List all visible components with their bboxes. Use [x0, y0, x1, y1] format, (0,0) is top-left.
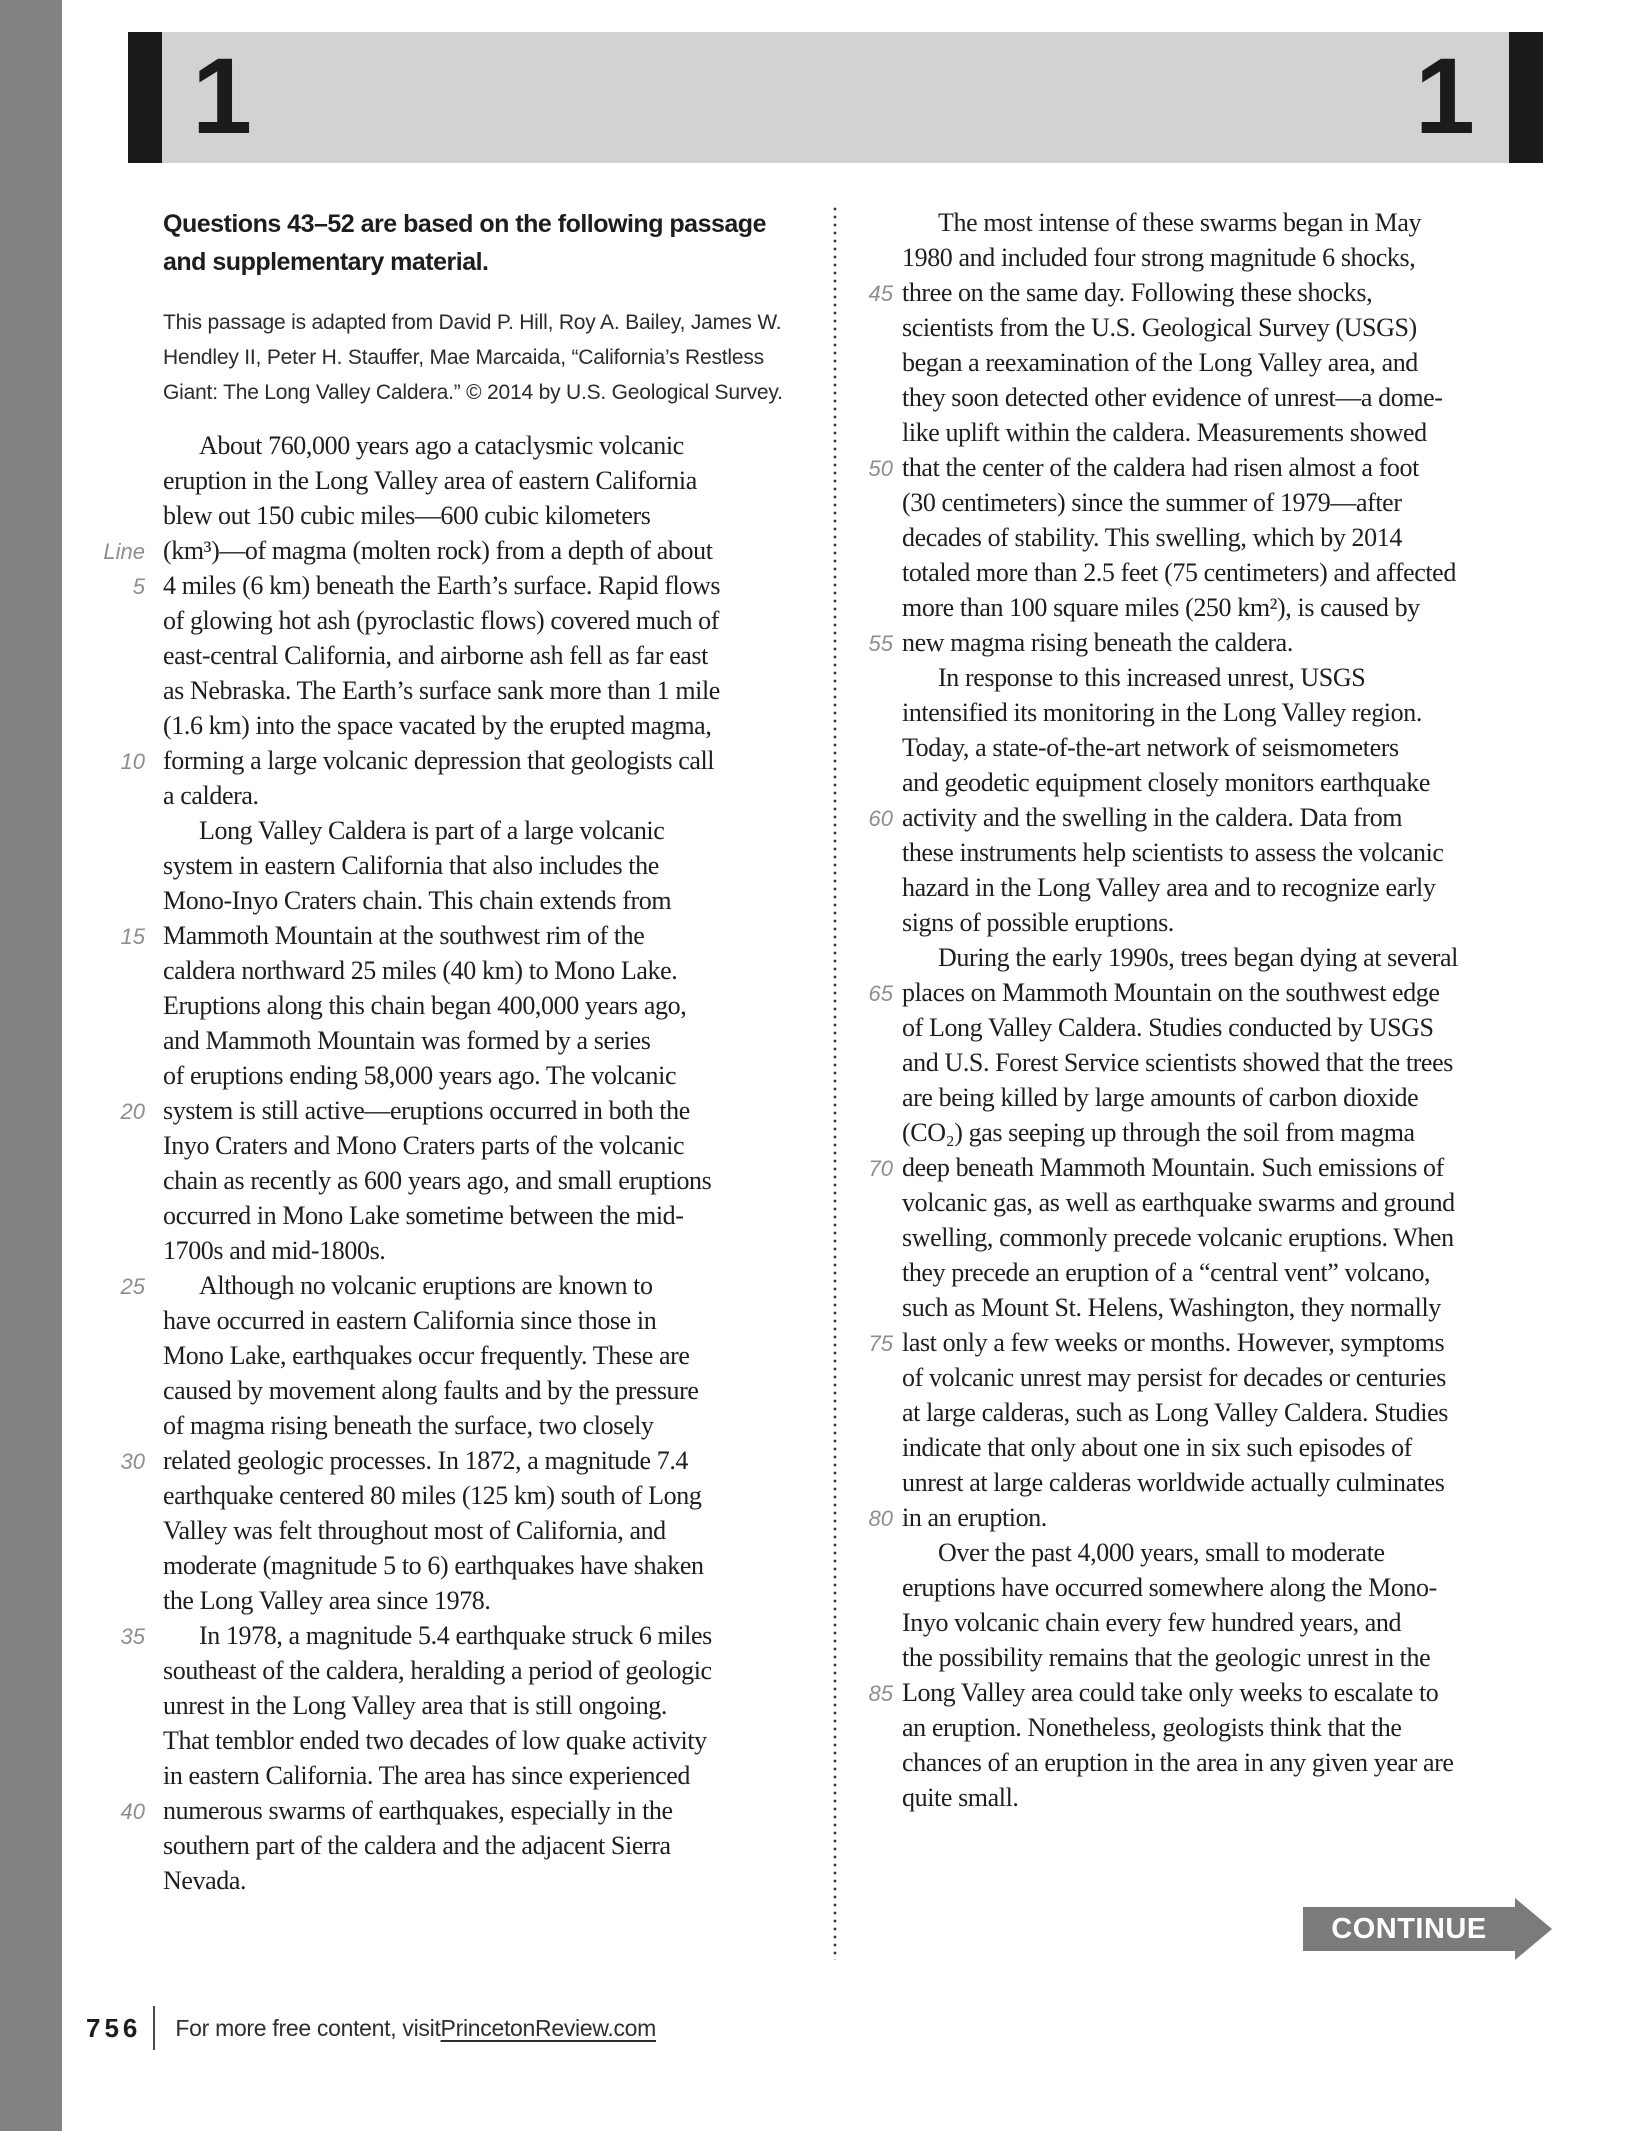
passage-line: [855, 1710, 1575, 1745]
passage-line: [855, 485, 1575, 520]
passage-line: [100, 638, 800, 673]
passage-line: [100, 708, 800, 743]
passage-line-text: occurred in Mono Lake sometime between the mid-: [163, 1201, 684, 1230]
passage-line: [855, 415, 1575, 450]
passage-line: [855, 625, 1575, 660]
continue-label: CONTINUE: [1303, 1907, 1515, 1951]
passage-line: [855, 1675, 1575, 1710]
passage-line-text: Eruptions along this chain began 400,000 years ago,: [163, 991, 687, 1020]
passage-line-text: totaled more than 2.5 feet (75 centimeters) and affected: [902, 558, 1456, 587]
line-number: 70: [868, 1156, 893, 1181]
passage-line: [100, 1723, 800, 1758]
passage-line-text: like uplift within the caldera. Measurements showed: [902, 418, 1427, 447]
passage-line-text: decades of stability. This swelling, which by 2014: [902, 523, 1402, 552]
passage-line-text: The most intense of these swarms began in May: [938, 208, 1422, 237]
passage-line-text: Mammoth Mountain at the southwest rim of the: [163, 921, 645, 950]
section-banner: [128, 32, 1543, 163]
passage-line-text: chances of an eruption in the area in any given year are: [902, 1748, 1454, 1777]
passage-line: [100, 1093, 800, 1128]
passage-line: [855, 1500, 1575, 1535]
passage-line: [100, 1583, 800, 1618]
passage-line-text: at large calderas, such as Long Valley Caldera. Studies: [902, 1398, 1448, 1427]
passage-line: [855, 1640, 1575, 1675]
passage-line-text: related geologic processes. In 1872, a magnitude 7.4: [163, 1446, 689, 1475]
line-number: 5: [132, 574, 145, 599]
line-number: 15: [120, 924, 145, 949]
passage-line-text: east-central California, and airborne ash fell as far east: [163, 641, 708, 670]
passage-line-text: southern part of the caldera and the adjacent Sierra: [163, 1831, 671, 1860]
passage-line-text: new magma rising beneath the caldera.: [902, 628, 1293, 657]
passage-line-text: in an eruption.: [902, 1503, 1047, 1532]
banner-bar-right: [1509, 32, 1543, 163]
passage-line: [855, 905, 1575, 940]
passage-line-text: the Long Valley area since 1978.: [163, 1586, 491, 1615]
passage-line-text: more than 100 square miles (250 km²), is caused by: [902, 593, 1420, 622]
page-footer: [86, 2004, 656, 2052]
passage-line-text: Long Valley area could take only weeks to escalate to: [902, 1678, 1439, 1707]
passage-line: [100, 533, 800, 568]
passage-line: [855, 1185, 1575, 1220]
passage-line: [100, 1233, 800, 1268]
passage-line-text: During the early 1990s, trees began dying at several: [938, 943, 1458, 972]
passage-line: [100, 1338, 800, 1373]
passage-line: [855, 975, 1575, 1010]
line-number: 35: [120, 1624, 145, 1649]
passage-line-text: In 1978, a magnitude 5.4 earthquake struck 6 miles: [199, 1621, 712, 1650]
line-number: 40: [120, 1799, 145, 1824]
passage-line-text: chain as recently as 600 years ago, and small eruptions: [163, 1166, 712, 1195]
passage-line-text: signs of possible eruptions.: [902, 908, 1174, 937]
passage-line: [100, 1828, 800, 1863]
passage-lines-right: [855, 205, 1575, 1815]
page-number: 756: [86, 2012, 142, 2043]
passage-line: [100, 1373, 800, 1408]
passage-line-text: Today, a state-of-the-art network of seismometers: [902, 733, 1399, 762]
passage-line-text: Inyo volcanic chain every few hundred years, and: [902, 1608, 1402, 1637]
passage-lines-left: [100, 428, 800, 1898]
passage-line: [855, 345, 1575, 380]
passage-line: [855, 1570, 1575, 1605]
passage-line: [100, 1163, 800, 1198]
passage-line-text: unrest at large calderas worldwide actually culminates: [902, 1468, 1445, 1497]
line-number: 65: [868, 981, 893, 1006]
passage-line: [855, 1045, 1575, 1080]
passage-line-text: numerous swarms of earthquakes, especially in the: [163, 1796, 673, 1825]
passage-line-text: 1980 and included four strong magnitude 6 shocks,: [902, 243, 1416, 272]
passage-line: [855, 1220, 1575, 1255]
passage-line-text: of glowing hot ash (pyroclastic flows) covered much of: [163, 606, 720, 635]
passage-line-text: they precede an eruption of a “central vent” volcano,: [902, 1258, 1431, 1287]
line-number: 20: [120, 1099, 145, 1124]
passage-line: [100, 673, 800, 708]
passage-line-text: Valley was felt throughout most of California, and: [163, 1516, 666, 1545]
passage-line-text: the possibility remains that the geologic unrest in the: [902, 1643, 1431, 1672]
passage-line: [855, 240, 1575, 275]
passage-column-left: [100, 205, 800, 1898]
passage-line: [855, 1080, 1575, 1115]
section-number-right: 1: [1414, 34, 1475, 156]
line-number: 60: [868, 806, 893, 831]
passage-line: [100, 988, 800, 1023]
line-number: 25: [120, 1274, 145, 1299]
passage-line: [100, 1128, 800, 1163]
passage-line-text: and geodetic equipment closely monitors earthquake: [902, 768, 1430, 797]
passage-line: [855, 1780, 1575, 1815]
passage-line: [100, 1058, 800, 1093]
passage-line: [100, 1303, 800, 1338]
passage-line: [100, 463, 800, 498]
passage-line: [855, 1395, 1575, 1430]
line-number: 75: [868, 1331, 893, 1356]
passage-line: [100, 1863, 800, 1898]
passage-line-text: (1.6 km) into the space vacated by the erupted magma,: [163, 711, 712, 740]
passage-line-text: system is still active—eruptions occurred in both the: [163, 1096, 690, 1125]
passage-line: [100, 1023, 800, 1058]
passage-directions: Questions 43–52 are based on the following passage and supplementary material.: [163, 210, 766, 276]
passage-line-text: as Nebraska. The Earth’s surface sank more than 1 mile: [163, 676, 720, 705]
passage-line-text: scientists from the U.S. Geological Survey (USGS): [902, 313, 1417, 342]
passage-column-right: [855, 205, 1575, 1815]
passage-line-text: earthquake centered 80 miles (125 km) south of Long: [163, 1481, 702, 1510]
passage-line-text: (km³)—of magma (molten rock) from a depth of about: [163, 536, 713, 565]
passage-line-text: are being killed by large amounts of carbon dioxide: [902, 1083, 1419, 1112]
passage-line-text: of volcanic unrest may persist for decades or centuries: [902, 1363, 1447, 1392]
line-number: 45: [868, 281, 893, 306]
passage-line-text: system in eastern California that also includes the: [163, 851, 659, 880]
footer-link[interactable]: PrincetonReview.com: [440, 2014, 656, 2041]
passage-line-text: such as Mount St. Helens, Washington, they normally: [902, 1293, 1441, 1322]
passage-line: [100, 568, 800, 603]
passage-line-text: of eruptions ending 58,000 years ago. The volcanic: [163, 1061, 677, 1090]
passage-line-text: an eruption. Nonetheless, geologists think that the: [902, 1713, 1402, 1742]
passage-line: [855, 1535, 1575, 1570]
passage-line: [855, 1360, 1575, 1395]
passage-line-text: Although no volcanic eruptions are known to: [199, 1271, 653, 1300]
passage-line-text: deep beneath Mammoth Mountain. Such emissions of: [902, 1153, 1444, 1182]
passage-line-text: About 760,000 years ago a cataclysmic volcanic: [199, 431, 684, 460]
banner-bar-left: [128, 32, 162, 163]
passage-line-text: three on the same day. Following these shocks,: [902, 278, 1373, 307]
passage-line: [855, 1745, 1575, 1780]
column-divider: [833, 205, 837, 1960]
passage-line-text: of Long Valley Caldera. Studies conducted by USGS: [902, 1013, 1434, 1042]
passage-line-text: last only a few weeks or months. However, symptoms: [902, 1328, 1445, 1357]
passage-line: [100, 498, 800, 533]
passage-line: [855, 1115, 1575, 1150]
passage-line: [100, 1443, 800, 1478]
passage-line-text: and U.S. Forest Service scientists showed that the trees: [902, 1048, 1453, 1077]
passage-line: [855, 870, 1575, 905]
passage-line-text: 4 miles (6 km) beneath the Earth’s surface. Rapid flows: [163, 571, 721, 600]
passage-line-text: activity and the swelling in the caldera. Data from: [902, 803, 1403, 832]
passage-line: [855, 765, 1575, 800]
passage-line-text: (CO₂) gas seeping up through the soil from magma: [902, 1118, 1415, 1147]
passage-line-text: intensified its monitoring in the Long Valley region.: [902, 698, 1422, 727]
passage-line: [855, 695, 1575, 730]
passage-line: [100, 813, 800, 848]
passage-line: [855, 660, 1575, 695]
section-number-left: 1: [192, 34, 253, 156]
passage-line: [100, 1408, 800, 1443]
passage-line-text: blew out 150 cubic miles—600 cubic kilometers: [163, 501, 651, 530]
passage-line: [100, 848, 800, 883]
passage-line: [855, 520, 1575, 555]
passage-line-text: began a reexamination of the Long Valley area, and: [902, 348, 1418, 377]
source-attribution: This passage is adapted from David P. Hill, Roy A. Bailey, James W. Hendley II, Peter H. Stauffer, Mae Marcaida, “California’s Restless Giant: The Long Valley Caldera.” © 2014 by U.S. Geological Survey.: [163, 311, 783, 404]
passage-line-text: moderate (magnitude 5 to 6) earthquakes have shaken: [163, 1551, 704, 1580]
passage-line: [855, 1255, 1575, 1290]
passage-line: [100, 1198, 800, 1233]
passage-line: [100, 883, 800, 918]
passage-line: [855, 940, 1575, 975]
passage-line: [855, 730, 1575, 765]
passage-line-text: of magma rising beneath the surface, two closely: [163, 1411, 654, 1440]
passage-line-text: swelling, commonly precede volcanic eruptions. When: [902, 1223, 1454, 1252]
passage-line: [855, 275, 1575, 310]
passage-line: [100, 1548, 800, 1583]
passage-line-text: these instruments help scientists to assess the volcanic: [902, 838, 1444, 867]
passage-line-text: in eastern California. The area has since experienced: [163, 1761, 690, 1790]
passage-line-text: and Mammoth Mountain was formed by a series: [163, 1026, 651, 1055]
passage-line-text: that the center of the caldera had risen almost a foot: [902, 453, 1419, 482]
passage-line-text: hazard in the Long Valley area and to recognize early: [902, 873, 1436, 902]
line-number: 30: [120, 1449, 145, 1474]
passage-line: [855, 590, 1575, 625]
passage-line-text: Long Valley Caldera is part of a large volcanic: [199, 816, 665, 845]
passage-line: [100, 953, 800, 988]
passage-line: [855, 1010, 1575, 1045]
passage-line-text: Mono-Inyo Craters chain. This chain extends from: [163, 886, 672, 915]
line-number: 50: [868, 456, 893, 481]
line-number: 80: [868, 1506, 893, 1531]
passage-line-text: have occurred in eastern California since those in: [163, 1306, 657, 1335]
passage-line-text: a caldera.: [163, 781, 259, 810]
passage-line-text: quite small.: [902, 1783, 1019, 1812]
passage-line: [855, 310, 1575, 345]
passage-line: [855, 555, 1575, 590]
passage-line: [855, 800, 1575, 835]
passage-line: [855, 1605, 1575, 1640]
passage-line: [100, 1758, 800, 1793]
line-number: 10: [120, 749, 145, 774]
passage-line: [855, 450, 1575, 485]
passage-line: [100, 1618, 800, 1653]
passage-line: [855, 205, 1575, 240]
passage-line: [855, 380, 1575, 415]
passage-line-text: eruption in the Long Valley area of eastern California: [163, 466, 697, 495]
passage-line: [855, 1430, 1575, 1465]
passage-line-text: Over the past 4,000 years, small to moderate: [938, 1538, 1385, 1567]
passage-line: [855, 1325, 1575, 1360]
passage-line: [100, 603, 800, 638]
passage-line: [100, 743, 800, 778]
line-number: 55: [868, 631, 893, 656]
passage-line-text: they soon detected other evidence of unrest—a dome-: [902, 383, 1443, 412]
passage-line: [100, 1268, 800, 1303]
passage-line-text: unrest in the Long Valley area that is still ongoing.: [163, 1691, 668, 1720]
continue-button[interactable]: [1303, 1898, 1553, 1960]
passage-line-text: Nevada.: [163, 1866, 247, 1895]
passage-line-text: Mono Lake, earthquakes occur frequently. These are: [163, 1341, 690, 1370]
page-edge-strip: [0, 0, 62, 2131]
passage-line-text: places on Mammoth Mountain on the southwest edge: [902, 978, 1440, 1007]
passage-line: [855, 1465, 1575, 1500]
passage-line-text: (30 centimeters) since the summer of 1979—after: [902, 488, 1402, 517]
passage-line-text: indicate that only about one in six such episodes of: [902, 1433, 1412, 1462]
passage-line-text: In response to this increased unrest, USGS: [938, 663, 1366, 692]
passage-line: [100, 428, 800, 463]
passage-line: [100, 918, 800, 953]
passage-line-text: volcanic gas, as well as earthquake swarms and ground: [902, 1188, 1455, 1217]
passage-line: [855, 835, 1575, 870]
passage-line-text: caldera northward 25 miles (40 km) to Mono Lake.: [163, 956, 678, 985]
passage-line: [100, 1688, 800, 1723]
passage-line: [100, 1478, 800, 1513]
footer-text: For more free content, visit: [175, 2014, 441, 2041]
passage-line-text: southeast of the caldera, heralding a period of geologic: [163, 1656, 712, 1685]
passage-line-text: eruptions have occurred somewhere along the Mono-: [902, 1573, 1437, 1602]
passage-line-text: forming a large volcanic depression that geologists call: [163, 746, 715, 775]
line-number: 85: [868, 1681, 893, 1706]
arrow-right-icon: [1515, 1898, 1552, 1960]
passage-line-text: Inyo Craters and Mono Craters parts of the volcanic: [163, 1131, 685, 1160]
passage-line: [100, 1793, 800, 1828]
footer-divider: [153, 2006, 155, 2050]
passage-line: [100, 1513, 800, 1548]
passage-line-text: That temblor ended two decades of low quake activity: [163, 1726, 707, 1755]
passage-line-text: 1700s and mid-1800s.: [163, 1236, 386, 1265]
passage-line: [100, 1653, 800, 1688]
passage-line: [100, 778, 800, 813]
line-number: Line: [103, 539, 145, 564]
passage-line-text: caused by movement along faults and by the pressure: [163, 1376, 699, 1405]
passage-line: [855, 1290, 1575, 1325]
passage-line: [855, 1150, 1575, 1185]
